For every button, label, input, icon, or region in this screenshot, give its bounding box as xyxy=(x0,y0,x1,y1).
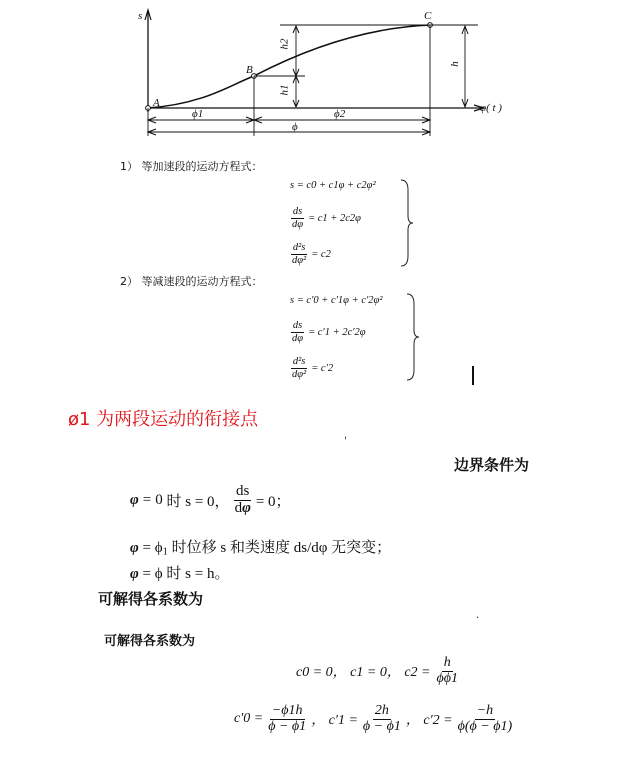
point-a-label: A xyxy=(153,97,160,109)
section1-eq1: s = c0 + c1φ + c2φ² xyxy=(290,179,376,191)
phi2-label: ϕ2 xyxy=(334,108,346,120)
section1-equations xyxy=(290,170,400,272)
coefficients-line1 xyxy=(296,656,460,686)
solve-title-2: 可解得各系数为 xyxy=(104,634,196,649)
section2-eq2: $\frac{ds}{d\varphi}$ = c′1 + 2c′2φ xyxy=(292,320,366,344)
cond1-text: 时 s = 0， xyxy=(166,493,230,510)
stray-mark: ' xyxy=(344,436,347,447)
section2-eq2-rhs: = c′1 + 2c′2φ xyxy=(308,326,366,338)
h1-label: h1 xyxy=(278,84,291,96)
boundary-title: 边界条件为 xyxy=(454,456,530,474)
section2-heading: 2） 等减速段的运动方程式： xyxy=(120,275,263,288)
c1p-denominator: ϕ − ϕ1 xyxy=(362,718,401,734)
c1p-numerator: 2h xyxy=(374,703,389,718)
section2-eq3: $\frac{\text{d²s}}{\text{dφ²}}$ = c′2 xyxy=(292,356,334,380)
point-b-label: B xyxy=(246,64,253,76)
displacement-diagram xyxy=(0,0,636,145)
junction-note: ø1 为两段运动的衔接点 xyxy=(68,409,259,430)
cond2-text: 时位移 s 和类速度 ds/dφ 无突变； xyxy=(171,540,392,556)
coefficients-line2 xyxy=(234,704,517,734)
c0p-label: c′0 = xyxy=(234,711,264,727)
section2-eq3-rhs: = c′2 xyxy=(311,362,334,374)
c2p-denominator: ϕ(ϕ − ϕ1) xyxy=(457,718,513,734)
cond3-text: 时 s = h。 xyxy=(166,566,230,582)
phi-label: ϕ xyxy=(292,121,298,133)
condition-2: $\varphi = \phi_1$ 时位移 s 和类速度 ds/dφ 无突变； xyxy=(130,540,392,558)
section2-eq1: s = c′0 + c′1φ + c′2φ² xyxy=(290,294,383,306)
stray-dot: . xyxy=(476,610,480,621)
section1-brace xyxy=(398,178,416,268)
section1-heading: 1） 等加速段的运动方程式： xyxy=(120,160,263,173)
section1-eq3-rhs: = c2 xyxy=(311,248,331,260)
cutoff-line xyxy=(104,750,324,758)
cond1-var: φ xyxy=(130,491,139,508)
text-cursor xyxy=(472,366,474,385)
phi1-label: ϕ1 xyxy=(192,108,204,120)
h-label: h xyxy=(448,61,461,67)
c0p-denominator: ϕ − ϕ1 xyxy=(268,718,307,734)
point-c-label: C xyxy=(424,10,432,22)
condition-3: φ = ϕ 时 s = h。 xyxy=(130,566,230,582)
solve-title-1: 可解得各系数为 xyxy=(98,590,204,608)
phi-axis-label: φ( t ) xyxy=(480,102,502,114)
section2-equations xyxy=(290,286,410,386)
c2-denominator: ϕϕ1 xyxy=(436,670,458,686)
s-axis-label: s xyxy=(138,10,143,22)
c1p-label: ， c′1 = xyxy=(311,713,358,729)
section1-eq2-rhs: = c1 + 2c2φ xyxy=(308,212,361,224)
section1-eq2: $\frac{ds}{d\varphi}$ = c1 + 2c2φ xyxy=(292,206,361,230)
condition-1: φ = 0 时 s = 0， $\frac{ds}{d\varphi}$ = 0； xyxy=(130,483,291,516)
motion-curve xyxy=(148,25,430,108)
cond1-tail: = 0； xyxy=(255,493,291,510)
section1-eq3: $\frac{\text{d²s}}{\text{dφ²}}$ = c2 xyxy=(292,242,331,266)
c2p-label: ， c′2 = xyxy=(405,713,453,729)
c0p-numerator: −ϕ1h xyxy=(271,703,303,718)
section2-brace xyxy=(404,292,422,382)
c2p-numerator: −h xyxy=(476,703,494,718)
c2-numerator: h xyxy=(443,655,451,670)
coef-line1-text: c0 = 0， c1 = 0， c2 = xyxy=(296,665,431,681)
h2-label: h2 xyxy=(278,38,291,50)
